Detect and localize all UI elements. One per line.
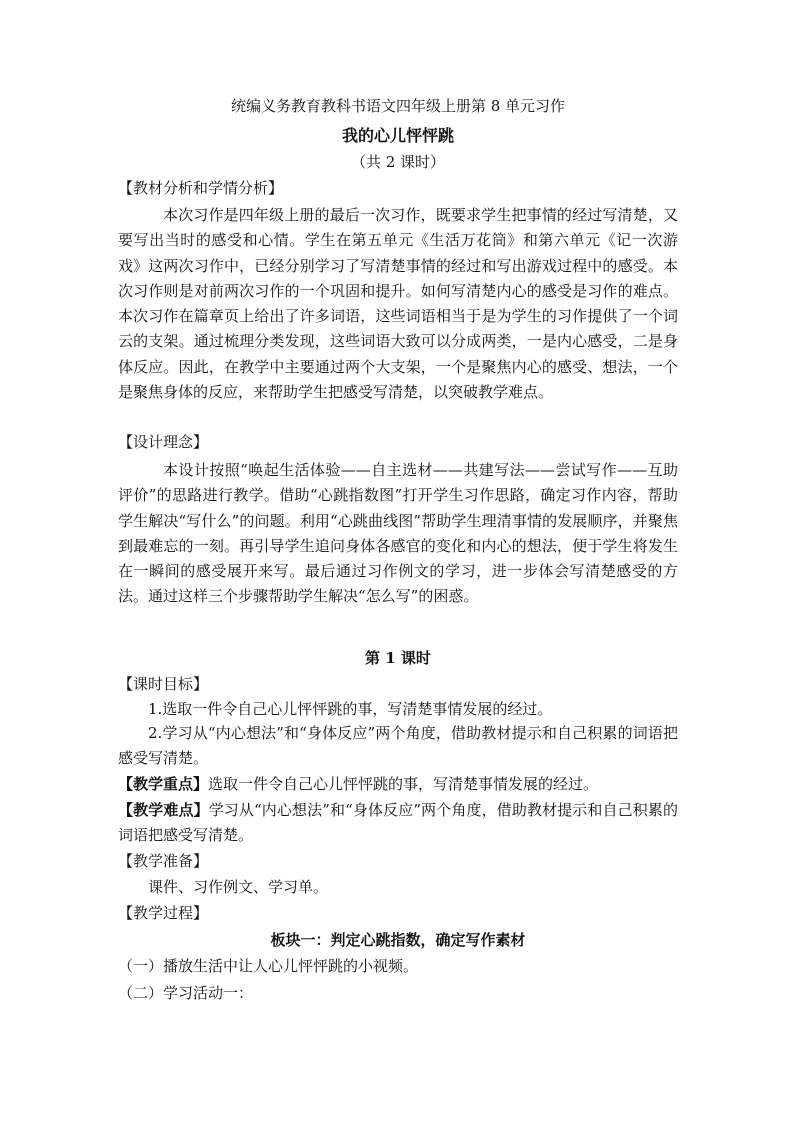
step-2: （二）学习活动一： xyxy=(118,984,254,1002)
difficulty-text: 学习从“内心想法”和“身体反应”两个角度，借助教材提示和自己积累的词语把感受写清楚。 xyxy=(118,801,678,845)
analysis-heading: 【教材分析和学情分析】 xyxy=(118,179,284,197)
process-heading: 【教学过程】 xyxy=(118,904,209,922)
prep-heading: 【教学准备】 xyxy=(118,852,209,870)
difficulty-point xyxy=(118,798,678,849)
goal-1: 1.选取一件令自己心儿怦怦跳的事，写清楚事情发展的经过。 xyxy=(148,700,553,718)
goals-heading: 【课时目标】 xyxy=(118,675,209,693)
design-body: 本设计按照“唤起生活体验——自主选材——共建写法——尝试写作——互助评价”的思路进行教学。借助“心跳指数图”打开学生习作思路，确定习作内容，帮助学生解决“写什么”的问题。利用“心跳曲线图”帮助学生理清事情的发展顺序，并聚焦到最难忘的一刻。再引导学生追问身体各感官的变化和内心的想法，便于学生将发生在一瞬间的感受展开来写。最后通过习作例文的学习，进一步体会写清楚感受的方法。通过这样三个步骤帮助学生解决“怎么写”的困惑。 xyxy=(118,461,678,606)
analysis-body: 本次习作是四年级上册的最后一次习作，既要求学生把事情的经过写清楚，又要写出当时的感受和心情。学生在第五单元《生活万花筒》和第六单元《记一次游戏》这两次习作中，已经分别学习了写清楚事情的经过和写出游戏过程中的感受。本次习作则是对前两次习作的一个巩固和提升。如何写清楚内心的感受是习作的难点。本次习作在篇章页上给出了许多词语，这些词语相当于是为学生的习作提供了一个词云的支架。通过梳理分类发现，这些词语大致可以分成两类，一是内心感受，二是身体反应。因此，在教学中主要通过两个大支架，一个是聚焦内心的感受、想法，一个是聚焦身体的反应，来帮助学生把感受写清楚，以突破教学难点。 xyxy=(118,206,678,402)
series-title: 统编义务教育教科书语文四年级上册第 8 单元习作 xyxy=(230,97,566,115)
lesson1-title: 第 1 课时 xyxy=(365,649,431,667)
key-point-label: 【教学重点】 xyxy=(118,775,209,793)
block1-title: 板块一：判定心跳指数，确定写作素材 xyxy=(270,931,526,949)
prep-text: 课件、习作例文、学习单。 xyxy=(148,878,329,896)
difficulty-label: 【教学难点】 xyxy=(118,801,209,819)
lesson-count: （共 2 课时） xyxy=(350,153,446,171)
design-heading: 【设计理念】 xyxy=(118,433,209,451)
key-point xyxy=(118,772,678,797)
step-1: （一）播放生活中让人心儿怦怦跳的小视频。 xyxy=(118,957,419,975)
goal-2: 2.学习从“内心想法”和“身体反应”两个角度，借助教材提示和自己积累的词语把感受写清楚。 xyxy=(118,724,678,768)
lesson-title: 我的心儿怦怦跳 xyxy=(341,126,454,145)
key-point-text: 选取一件令自己心儿怦怦跳的事，写清楚事情发展的经过。 xyxy=(208,775,599,793)
